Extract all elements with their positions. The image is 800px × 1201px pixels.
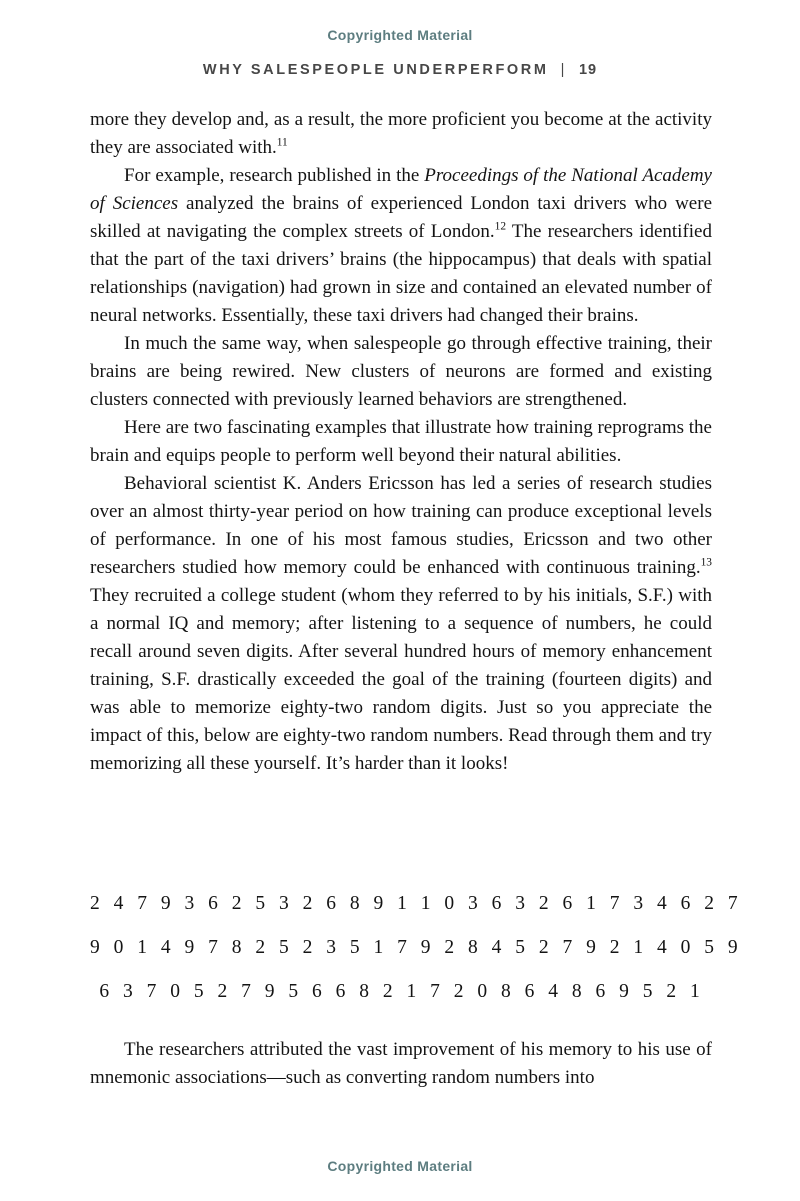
header-separator: | [560,62,567,78]
running-header [0,62,800,78]
copyright-notice-top: Copyrighted Material [327,27,473,43]
paragraph [90,1036,712,1092]
page-number: 19 [578,62,598,78]
italic-text: Proceedings of the National Academy of Sciences [90,165,712,214]
digit-line: 6 3 7 0 5 2 7 9 5 6 6 8 2 1 7 2 0 8 6 4 8 6 9 5 2 1 [99,981,703,1002]
paragraph [90,414,712,470]
text-run: In much the same way, when salespeople go through effective training, their brains are being rewired. New clusters of neurons are formed and existing clusters connected with previously learned behaviors are strengthened. [90,333,712,410]
text-run: Behavioral scientist K. Anders Ericsson has led a series of research studies over an almost thirty-year period on how training can produce exceptional levels of performance. In one of his most famous studies, Ericsson and two other researchers studied how memory could be enhanced with continuous training. [90,473,712,578]
text-run: The researchers attributed the vast improvement of his memory to his use of mnemonic associations—such as converting random numbers into [90,1039,712,1088]
footnote-marker: 11 [276,136,288,149]
text-run: Here are two fascinating examples that illustrate how training reprograms the brain and equips people to perform well beyond their natural abilities. [90,417,712,466]
digit-line: 2 4 7 9 3 6 2 5 3 2 6 8 9 1 1 0 3 6 3 2 6 1 7 3 4 6 2 7 [90,893,741,914]
text-run: For example, research published in the [124,165,425,186]
text-run: The researchers identified that the part of the taxi drivers’ brains (the hippocampus) that deals with spatial relationships (navigation) had grown in size and contained an elevated number of neural networks. Essentially, these taxi drivers had changed their brains. [90,221,712,326]
random-digit-block [90,893,741,1003]
paragraph [90,162,712,330]
text-run: They recruited a college student (whom they referred to by his initials, S.F.) with a normal IQ and memory; after listening to a sequence of numbers, he could recall around seven digits. After several hundred hours of memory enhancement training, S.F. drastically exceeded the goal of the training (fourteen digits) and was able to memorize eighty-two random digits. Just so you appreciate the impact of this, below are eighty-two random numbers. Read through them and try memorizing all these yourself. It’s harder than it looks! [90,585,712,774]
footnote-marker: 13 [700,556,712,569]
text-run: more they develop and, as a result, the more proficient you become at the activity they are associated with. [90,109,712,158]
chapter-title: WHY SALESPEOPLE UNDERPERFORM [202,62,549,78]
paragraph [90,470,712,778]
paragraph [90,106,712,162]
body-text-main [90,106,712,778]
text-run: analyzed the brains of experienced London taxi drivers who were skilled at navigating the complex streets of London. [90,193,713,242]
paragraph [90,330,712,414]
footnote-marker: 12 [494,220,507,233]
copyright-notice-bottom: Copyrighted Material [327,1158,473,1174]
body-text-closing [90,1036,712,1092]
digit-line: 9 0 1 4 9 7 8 2 5 2 3 5 1 7 9 2 8 4 5 2 7 9 2 1 4 0 5 9 [90,937,741,958]
